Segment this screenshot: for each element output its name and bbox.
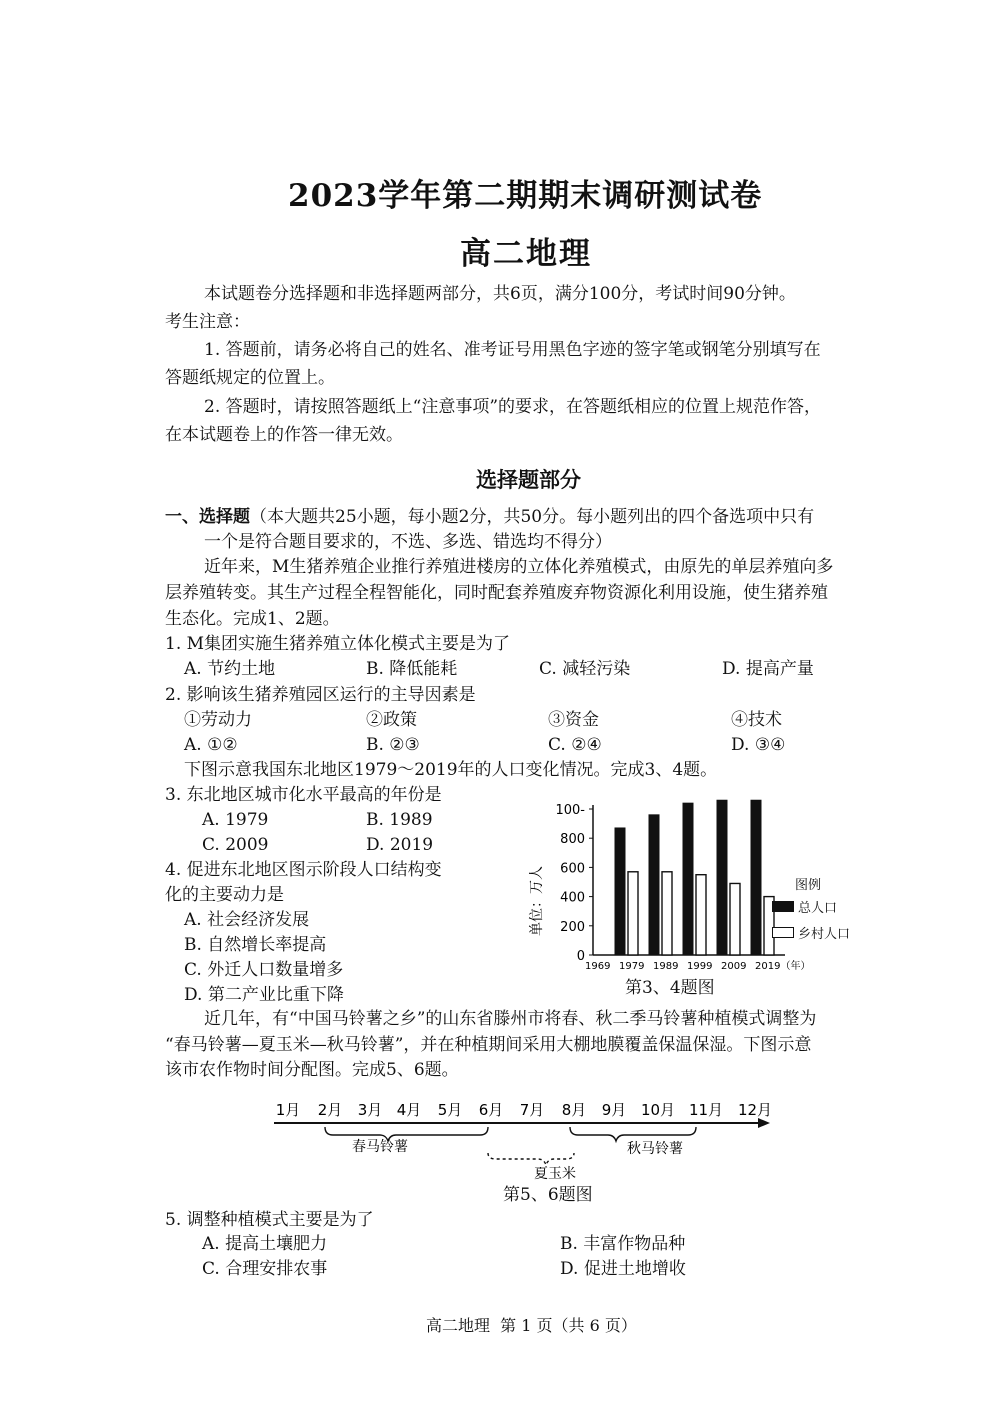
y-tick-label: 0 [576,949,585,964]
label-summer-corn: 夏玉米 [534,1166,576,1182]
question-4-line-2: 化的主要动力是 [165,885,284,905]
bar-total-1999 [683,803,693,955]
notice-1-line-2: 答题纸规定的位置上。 [165,368,335,388]
part1-desc-a: （本大题共25小题，每小题2分，共50分。每小题列出的四个备选项中只有 [250,507,815,527]
timeline-arrow-icon [758,1118,770,1128]
passage1-line-3: 生态化。完成1、2题。 [165,609,340,629]
bar-rural-1979 [628,872,638,955]
q2-option-a: A. ①② [184,735,238,755]
x-tick-label: 2009 [721,961,747,972]
q4-option-b: B. 自然增长率提高 [184,935,327,955]
month-label: 11月 [688,1101,724,1119]
question-2: 2. 影响该生猪养殖园区运行的主导因素是 [165,685,476,705]
q2-factor-4: ④技术 [731,710,782,730]
x-tick-label: 1989 [653,961,679,972]
passage3-line-3: 该市农作物时间分配图。完成5、6题。 [165,1060,459,1080]
q5-option-b: B. 丰富作物品种 [560,1234,686,1254]
legend-swatch-total [772,901,794,912]
section-title: 选择题部分 [476,467,581,492]
x-tick-label: 1999 [687,961,713,972]
notice-2-line-2: 在本试题卷上的作答一律无效。 [165,425,403,445]
bar-total-1979 [615,828,625,955]
part1-label: 一、选择题 [165,507,250,527]
part1-desc-b: 一个是符合题目要求的，不选、多选、错选均不得分） [204,532,612,552]
month-label: 7月 [519,1101,545,1119]
month-label: 6月 [478,1101,504,1119]
q1-option-c: C. 减轻污染 [539,659,631,679]
bar-rural-2009 [730,883,740,955]
notice-2-line-1: 2. 答题时，请按照答题纸上“注意事项”的要求，在答题纸相应的位置上规范作答， [204,397,822,417]
q5-option-a: A. 提高土壤肥力 [202,1234,328,1254]
timeline-months [276,1101,772,1119]
q3-option-b: B. 1989 [366,810,433,830]
intro-text: 本试题卷分选择题和非选择题两部分，共6页，满分100分，考试时间90分钟。 [204,284,796,304]
q2-factor-2: ②政策 [366,710,417,730]
passage1-line-1: 近年来，M生猪养殖企业推行养殖进楼房的立体化养殖模式，由原先的单层养殖向多 [204,557,834,577]
q3-option-d: D. 2019 [366,835,434,855]
legend-swatch-rural [772,927,794,938]
q5-option-d: D. 促进土地增收 [560,1259,686,1279]
question-5: 5. 调整种植模式主要是为了 [165,1210,374,1230]
passage3-line-1: 近几年，有“中国马铃薯之乡”的山东省滕州市将春、秋二季马铃薯种植模式调整为 [204,1009,817,1029]
x-tick-label: 1979 [619,961,645,972]
month-label: 10月 [640,1101,676,1119]
q1-option-d: D. 提高产量 [722,659,814,679]
notice-1-line-1: 1. 答题前，请务必将自己的姓名、准考证号用黑色字迹的签字笔或钢笔分别填写在 [204,340,821,360]
bar-total-1989 [649,815,659,955]
passage1-line-2: 层养殖转变。其生产过程全程智能化，同时配套养殖废弃物资源化利用设施，使生猪养殖 [165,583,828,603]
label-spring-potato: 春马铃薯 [352,1139,408,1155]
chart-y-label: 单位：万人 [529,866,545,936]
q2-option-b: B. ②③ [366,735,420,755]
month-label: 9月 [601,1101,627,1119]
legend-title: 图例 [795,877,822,892]
month-label: 3月 [357,1101,383,1119]
passage3-line-2: “春马铃薯—夏玉米—秋马铃薯”，并在种植期间采用大棚地膜覆盖保温保湿。下图示意 [165,1035,812,1055]
page-footer: 高二地理 第 1 页（共 6 页） [426,1316,637,1335]
y-tick-label: 400 [560,890,585,906]
q2-option-d: D. ③④ [731,735,786,755]
legend-label-total: 总人口 [798,900,838,915]
x-tick-label: 1969 [585,961,611,972]
q4-option-c: C. 外迁人口数量增多 [184,960,344,980]
q3-option-c: C. 2009 [202,835,269,855]
y-tick-label: 600 [560,861,585,877]
q2-factor-3: ③资金 [548,710,599,730]
passage2: 下图示意我国东北地区1979～2019年的人口变化情况。完成3、4题。 [184,760,718,780]
q1-option-b: B. 降低能耗 [366,659,458,679]
x-tick-label: 2019（年） [755,961,811,972]
month-label: 2月 [317,1101,343,1119]
notice-label: 考生注意： [165,312,250,332]
q4-option-a: A. 社会经济发展 [184,910,310,930]
question-3: 3. 东北地区城市化水平最高的年份是 [165,785,442,805]
y-tick-label: 100- [555,803,585,818]
month-label: 5月 [437,1101,463,1119]
legend-label-rural: 乡村人口 [798,926,851,941]
q3-option-a: A. 1979 [202,810,269,830]
y-tick-label: 800 [560,832,585,848]
part1-heading [165,506,814,528]
question-4-line-1: 4. 促进东北地区图示阶段人口结构变 [165,860,442,880]
q4-option-d: D. 第二产业比重下降 [184,985,344,1005]
month-label: 1月 [275,1101,301,1119]
q2-factor-1: ①劳动力 [184,710,252,730]
q5-option-c: C. 合理安排农事 [202,1259,328,1279]
chart-bars [615,800,774,955]
bar-rural-1989 [662,872,672,955]
crop-timeline [270,1095,790,1185]
exam-title: 2023学年第二期期末调研测试卷 [288,178,763,214]
bar-total-2019 [751,800,761,955]
q2-option-c: C. ②④ [548,735,602,755]
bar-total-2009 [717,800,727,955]
month-label: 8月 [561,1101,587,1119]
chart-caption: 第3、4题图 [625,978,715,998]
month-label: 4月 [396,1101,422,1119]
summer-brace [488,1153,574,1165]
month-label: 12月 [737,1101,773,1119]
autumn-brace [570,1127,696,1141]
bar-rural-1999 [696,875,706,955]
question-1: 1. M集团实施生猪养殖立体化模式主要是为了 [165,634,511,654]
q1-option-a: A. 节约土地 [184,659,276,679]
subject-title: 高二地理 [460,236,592,272]
timeline-caption: 第5、6题图 [503,1185,593,1205]
y-tick-label: 200 [560,919,585,935]
label-autumn-potato: 秋马铃薯 [627,1141,683,1157]
